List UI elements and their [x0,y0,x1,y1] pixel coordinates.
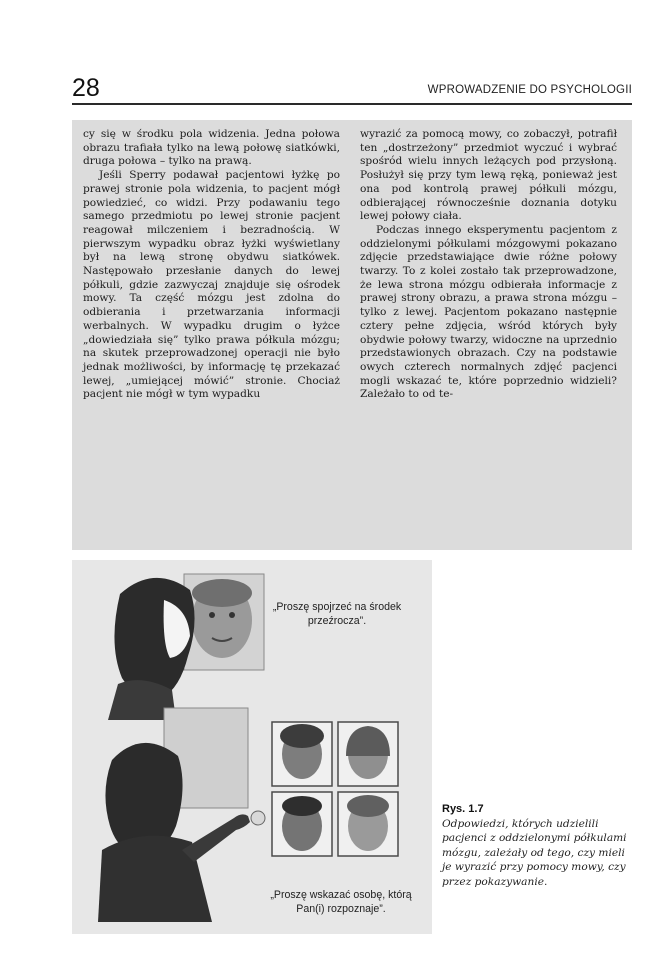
photo-4 [338,792,398,856]
paragraph: Podczas innego eksperymentu pacjentom z oddzielonymi półkulami mózgowymi pokazano zdjęcie przedstawiające dwie różne połowy twarzy. To z kolei zostało tak przeprowadzone, że lewa strona mózgu odbierała informacje z prawej strony obrazu, a prawa strona mózgu – tylko z lewej. Pacjentom pokazano następnie cztery pełne zdjęcia, wśród których były obydwie połowy twarzy, widoczne na uprzednio przedstawionych obrazach. Czy na podstawie owych czterech normalnych zdjęć pacjenci mogli wskazać te, które poprzednio widzieli? Zależało to od te- [360,223,617,401]
header-rule [72,103,632,105]
running-head: WPROWADZENIE DO PSYCHOLOGII [427,84,632,96]
caption-label: Rys. 1.7 [442,803,484,815]
photo-2 [338,722,398,786]
woman-viewing-illustration [108,574,264,720]
photo-3 [272,792,332,856]
photo-1 [272,722,332,786]
page-number: 28 [72,74,100,102]
page-header [72,74,632,102]
figure-caption [442,803,632,889]
pointing-arm [182,814,250,862]
instruction-quote-top: „Proszę spojrzeć na środek przeźrocza”. [272,601,402,627]
paragraph: cy się w środku pola widzenia. Jedna połowa obrazu trafiała tylko na lewą połowę siatkówki, druga połowa – tylko na prawą. [83,128,340,168]
right-column [360,128,617,402]
instruction-quote-bottom: „Proszę wskazać osobę, którą Pan(i) rozpoznaje”. [270,889,412,915]
paragraph: wyrazić za pomocą mowy, co zobaczył, potrafił ten „dostrzeżony” przedmiot wyczuć i wybrać spośród wielu innych leżących pod przysłoną. Posłużył się przy tym lewą ręką, ponieważ jest ona pod kontrolą prawej półkuli mózgu, odbierającej równocześnie doznania dotyku lewej połowy ciała. [360,128,617,223]
paragraph: Jeśli Sperry podawał pacjentowi łyżkę po prawej stronie pola widzenia, to pacjent mógł powiedzieć, co widzi. Przy podawaniu tego samego przedmiotu po lewej stronie pacjent reagował milczeniem i bezradnością. W pierwszym wypadku obraz łyżki wyświetlany był na lewą stronę obydwu siatkówek. Następowało przesłanie danych do lewej półkuli, gdzie zazwyczaj znajduje się ośrodek mowy. Ta część mózgu jest zdolna do odbierania i przetwarzania informacji werbalnych. W wypadku drugim o łyżce „dowiedziała się” tylko prawa półkula mózgu; na skutek przeprowadzonej operacji nie było jednak możliwości, by informację tę przekazać lewej, „umiejącej mówić” stronie. Chociaż pacjent nie mógł w tym wypadku [83,169,340,401]
left-column [83,128,340,402]
caption-text: Odpowiedzi, których udzielili pacjenci z oddzielonymi półkulami mózgu, zależały od tego, czy mieli je wyrazić przy pomocy mowy, czy przez pokazywanie. [442,818,627,888]
